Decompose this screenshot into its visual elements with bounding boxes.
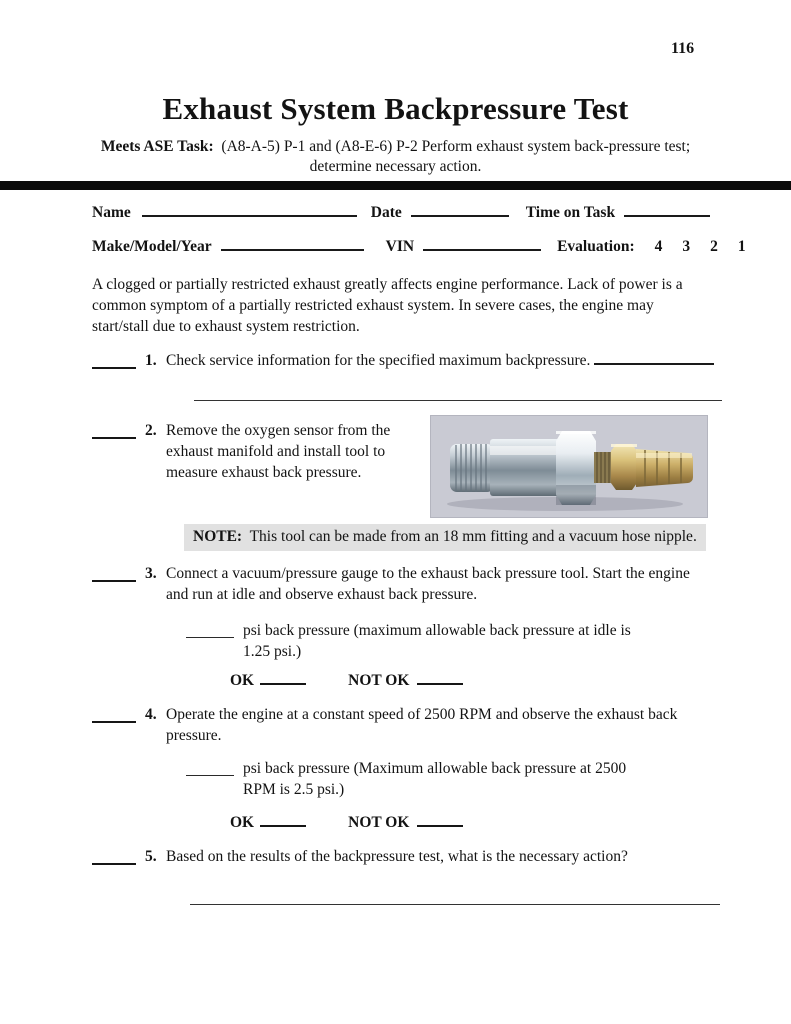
- step-4: [92, 704, 701, 746]
- step-1: [92, 350, 752, 371]
- ase-task-line: [0, 136, 791, 157]
- step-2-number: 2.: [145, 422, 157, 439]
- evaluation-score-4: 4: [654, 238, 663, 255]
- ase-task-text: (A8-A-5) P-1 and (A8-E-6) P-2 Perform exhaust system back-pressure test;: [221, 138, 691, 155]
- step-1-number: 1.: [145, 352, 157, 369]
- name-field[interactable]: [142, 202, 357, 217]
- date-field[interactable]: [411, 202, 509, 217]
- backpressure-tool-photo: [430, 415, 708, 518]
- step-3-grade-blank[interactable]: [92, 563, 136, 582]
- vin-field[interactable]: [423, 236, 541, 251]
- step-3-ok-label: OK: [230, 672, 255, 689]
- step-3-psi-row: [186, 620, 635, 662]
- step-4-psi-text: psi back pressure (Maximum allowable back pressure at 2500 RPM is 2.5 psi.): [243, 760, 627, 798]
- page-number: 116: [671, 40, 695, 57]
- time-on-task-field[interactable]: [624, 202, 710, 217]
- evaluation-score-3: 3: [682, 238, 691, 255]
- form-row-identity: [92, 202, 710, 223]
- step-5-grade-blank[interactable]: [92, 846, 136, 865]
- step-3-ok-row: [230, 670, 463, 691]
- step-2: [92, 420, 418, 483]
- time-on-task-label: Time on Task: [525, 204, 616, 221]
- step-4-text: Operate the engine at a constant speed of 2500 RPM and observe the exhaust back pressure.: [166, 706, 678, 744]
- step-4-psi-blank[interactable]: [186, 758, 234, 776]
- step-4-psi-row: [186, 758, 635, 800]
- step-3-ok-blank[interactable]: [260, 670, 306, 685]
- step-1-answer-line[interactable]: [194, 374, 722, 401]
- evaluation-label: Evaluation:: [557, 238, 635, 255]
- step-3-psi-blank[interactable]: [186, 620, 234, 638]
- form-row-vehicle: [92, 236, 746, 257]
- step-4-ok-label: OK: [230, 814, 255, 831]
- date-label: Date: [370, 204, 402, 221]
- step-1-grade-blank[interactable]: [92, 350, 136, 369]
- ase-task-line2: determine necessary action.: [309, 158, 482, 175]
- evaluation-score-1: 1: [737, 238, 746, 255]
- step-4-ok-blank[interactable]: [260, 812, 306, 827]
- step-5-text: Based on the results of the backpressure test, what is the necessary action?: [166, 848, 628, 865]
- step-4-not-ok-label: NOT OK: [348, 814, 410, 831]
- note-text: This tool can be made from an 18 mm fitting and a vacuum hose nipple.: [249, 528, 697, 545]
- step-1-answer-blank[interactable]: [594, 350, 714, 365]
- evaluation-score-2: 2: [710, 238, 718, 255]
- step-4-ok-row: [230, 812, 463, 833]
- step-1-text: Check service information for the specified maximum backpressure.: [166, 350, 714, 371]
- backpressure-tool-illustration: [430, 415, 708, 518]
- note-callout: [184, 524, 706, 551]
- step-5-number: 5.: [145, 848, 157, 865]
- step-2-text: Remove the oxygen sensor from the exhaust manifold and install tool to measure exhaust back pressure.: [166, 422, 391, 481]
- make-model-year-field[interactable]: [221, 236, 364, 251]
- step-3: [92, 563, 701, 605]
- note-label: NOTE:: [193, 528, 243, 545]
- step-5-answer-line[interactable]: [190, 876, 720, 905]
- step-4-grade-blank[interactable]: [92, 704, 136, 723]
- step-2-grade-blank[interactable]: [92, 420, 136, 439]
- intro-paragraph: A clogged or partially restricted exhaust greatly affects engine performance. Lack of power is a common symptom of a partially restricted exhaust system. In severe cases, the engine may start/stall due to exhaust system restriction.: [92, 276, 683, 335]
- step-3-psi-text: psi back pressure (maximum allowable back pressure at idle is 1.25 psi.): [243, 622, 631, 660]
- step-3-number: 3.: [145, 565, 157, 582]
- name-label: Name: [92, 204, 131, 221]
- step-3-text: Connect a vacuum/pressure gauge to the exhaust back pressure tool. Start the engine and run at idle and observe exhaust back pressure.: [166, 565, 690, 603]
- step-4-not-ok-blank[interactable]: [417, 812, 463, 827]
- step-3-not-ok-label: NOT OK: [348, 672, 410, 689]
- header-divider-rule: [0, 181, 791, 190]
- page-title: Exhaust System Backpressure Test: [162, 91, 629, 126]
- vin-label: VIN: [385, 238, 415, 255]
- step-5: [92, 846, 726, 867]
- ase-task-label: Meets ASE Task:: [100, 138, 214, 155]
- make-model-year-label: Make/Model/Year: [92, 238, 212, 255]
- step-3-not-ok-blank[interactable]: [417, 670, 463, 685]
- step-4-number: 4.: [145, 706, 157, 723]
